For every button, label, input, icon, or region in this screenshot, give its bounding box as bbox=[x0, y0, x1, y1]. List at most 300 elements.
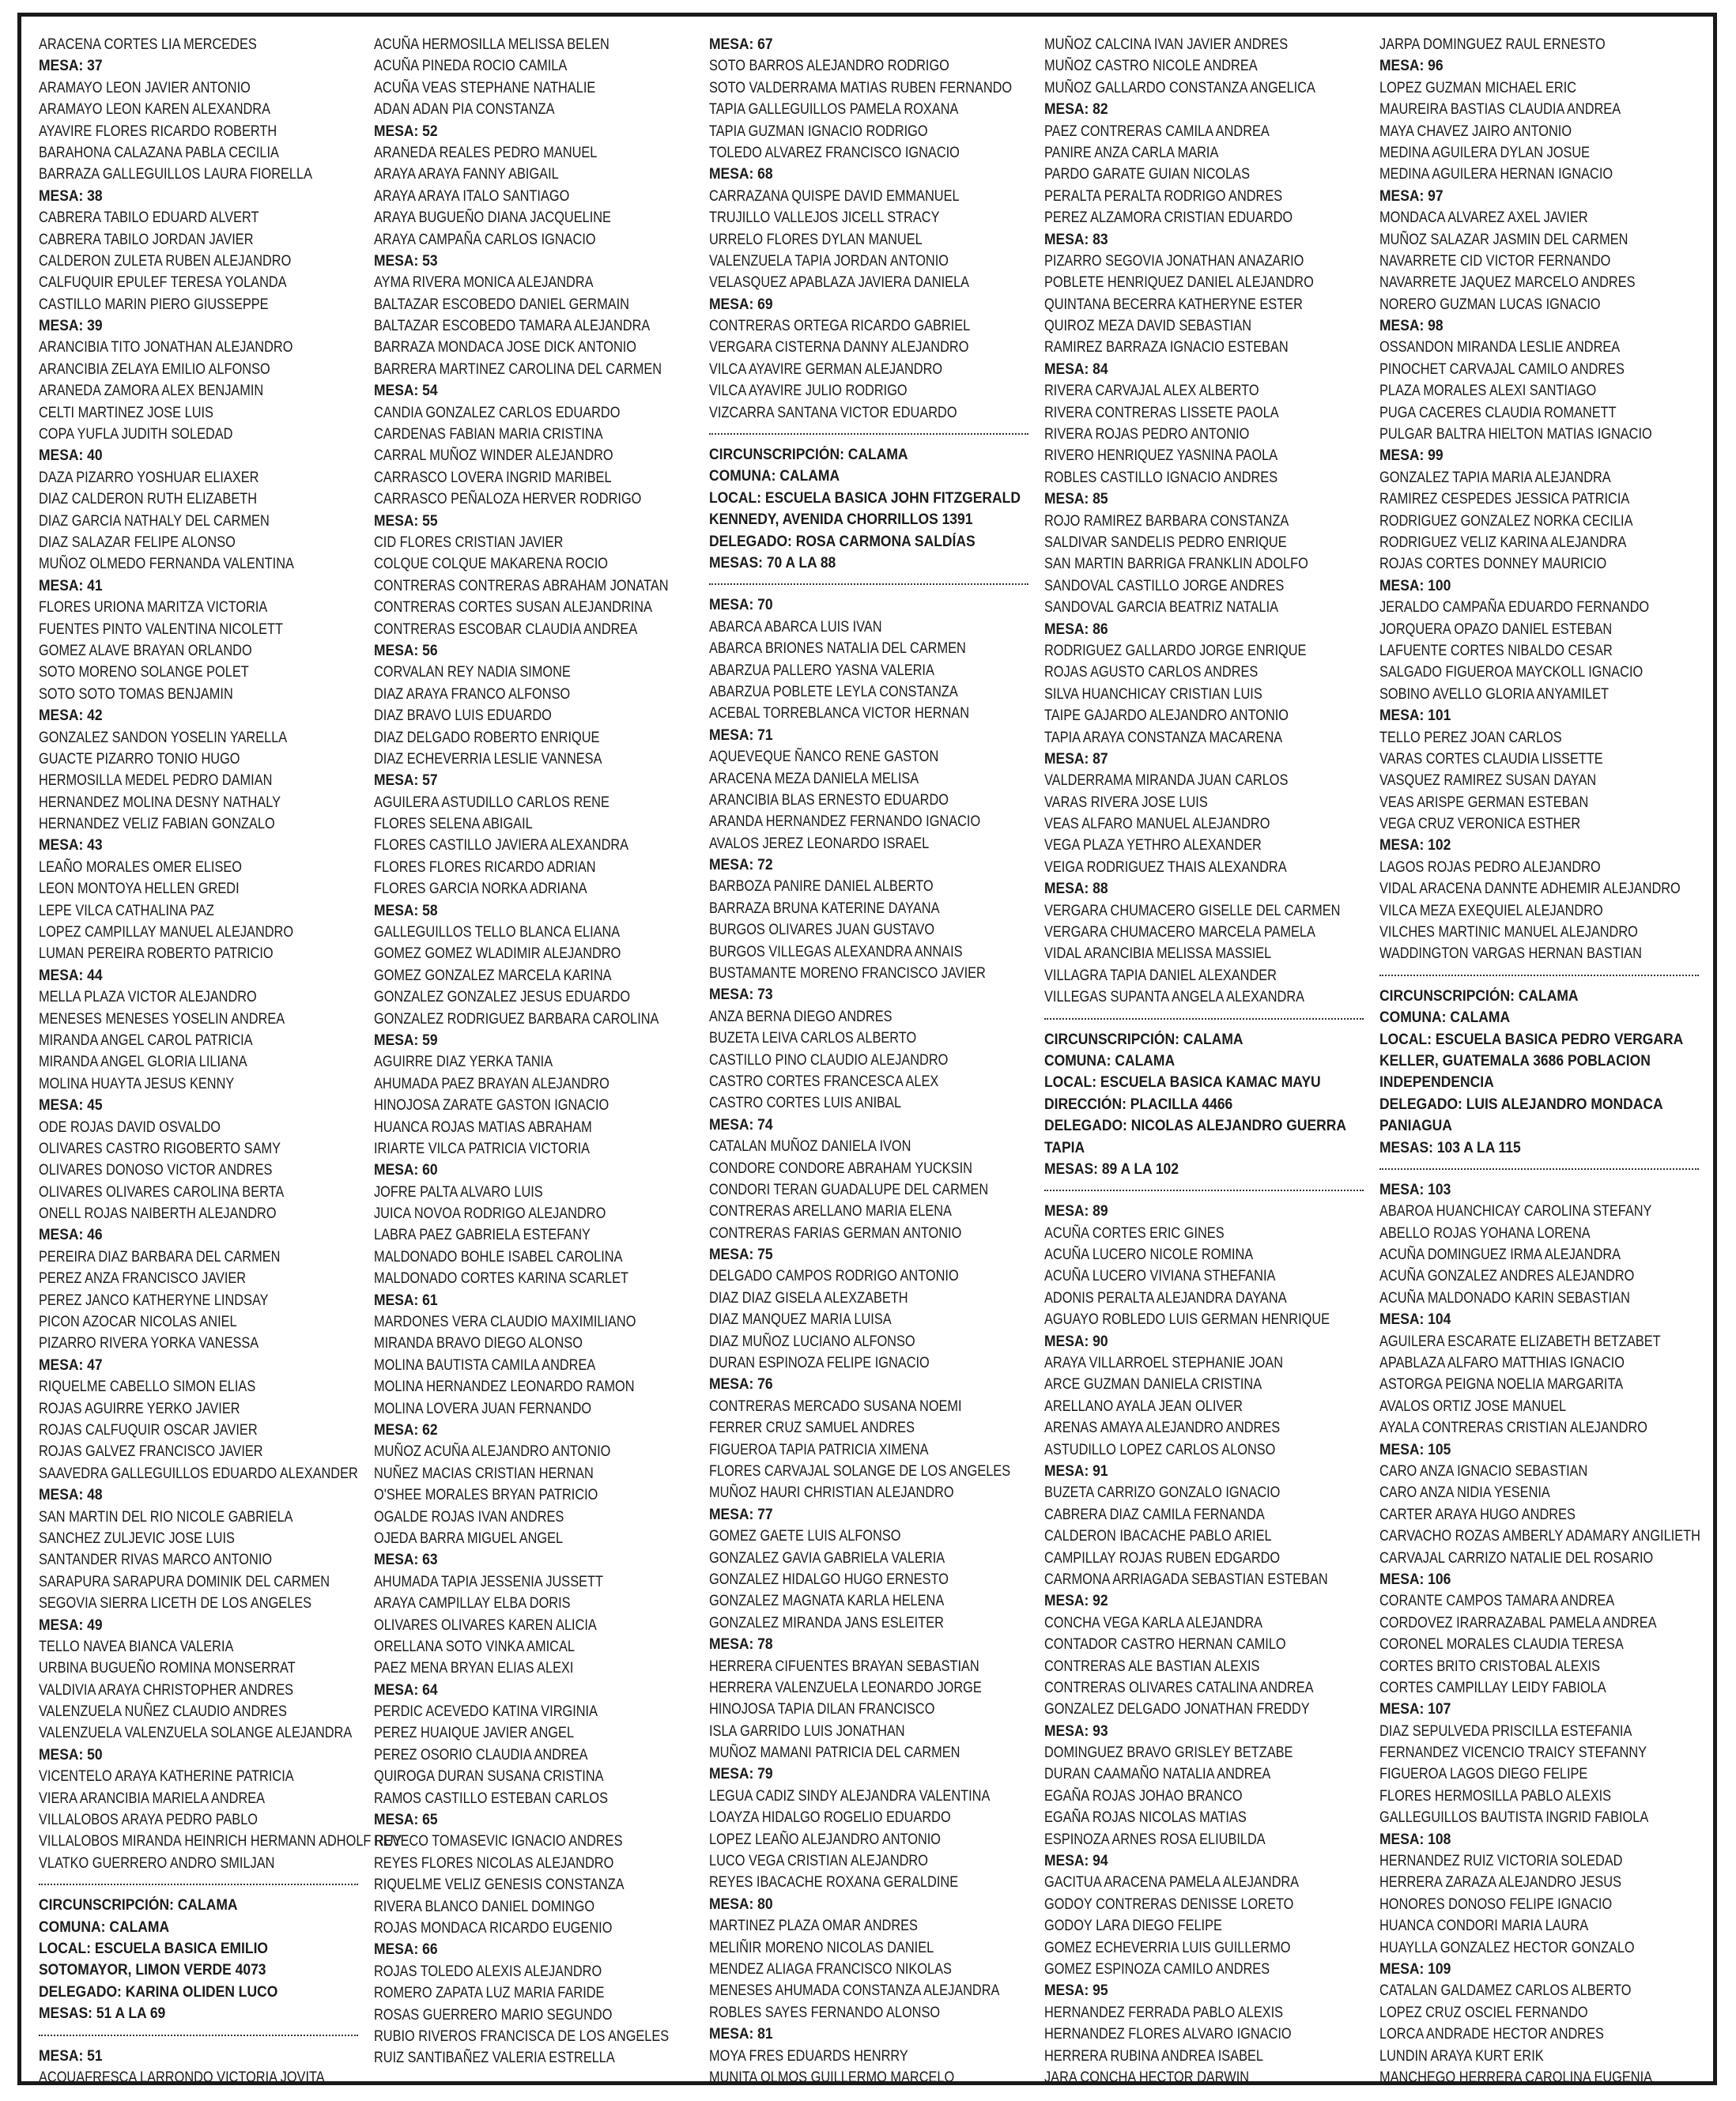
voter-name: VEGA CRUZ VERONICA ESTHER bbox=[1379, 816, 1581, 833]
voter-name: ARAMAYO LEON KAREN ALEXANDRA bbox=[39, 101, 271, 119]
voter-name: POBLETE HENRIQUEZ DANIEL ALEJANDRO bbox=[1044, 274, 1314, 292]
voter-name: VEGA PLAZA YETHRO ALEXANDER bbox=[1044, 837, 1262, 854]
voter-name: SOBINO AVELLO GLORIA ANYAMILET bbox=[1379, 685, 1609, 703]
voter-name: QUIROZ MEZA DAVID SEBASTIAN bbox=[1044, 318, 1252, 335]
voter-name: VASQUEZ RAMIREZ SUSAN DAYAN bbox=[1379, 772, 1597, 790]
mesa-heading: MESA: 86 bbox=[1044, 620, 1108, 638]
voter-name: MALDONADO CORTES KARINA SCARLET bbox=[374, 1270, 629, 1288]
mesa-heading: MESA: 50 bbox=[39, 1746, 103, 1763]
voter-name: PEREZ HUAIQUE JAVIER ANGEL bbox=[374, 1725, 575, 1742]
voter-name: QUIROGA DURAN SUSANA CRISTINA bbox=[374, 1768, 604, 1786]
voter-name: TAIPE GAJARDO ALEJANDRO ANTONIO bbox=[1044, 707, 1289, 725]
mesa-heading: MESA: 69 bbox=[709, 296, 773, 313]
polling-place-line: TAPIA bbox=[1044, 1139, 1085, 1156]
voter-name: MOLINA LOVERA JUAN FERNANDO bbox=[374, 1400, 592, 1417]
voter-name: JUICA NOVOA RODRIGO ALEJANDRO bbox=[374, 1205, 606, 1223]
voter-name: VILCHES MARTINIC MANUEL ALEJANDRO bbox=[1379, 924, 1638, 941]
mesa-heading: MESA: 76 bbox=[709, 1376, 773, 1394]
polling-place-header bbox=[709, 433, 1032, 585]
mesa-heading: MESA: 96 bbox=[1379, 58, 1444, 75]
voter-name: RAMIREZ CESPEDES JESSICA PATRICIA bbox=[1379, 491, 1630, 508]
polling-place-line: DELEGADO: ROSA CARMONA SALDÍAS bbox=[709, 533, 976, 550]
voter-name: CONTRERAS ORTEGA RICARDO GABRIEL bbox=[709, 318, 971, 335]
voter-name: ARAMAYO LEON JAVIER ANTONIO bbox=[39, 79, 251, 96]
voter-name: HERNANDEZ VELIZ FABIAN GONZALO bbox=[39, 816, 275, 833]
voter-name: LEAÑO MORALES OMER ELISEO bbox=[39, 858, 242, 876]
voter-name: CALFUQUIR EPULEF TERESA YOLANDA bbox=[39, 274, 287, 292]
voter-name: PEREIRA DIAZ BARBARA DEL CARMEN bbox=[39, 1248, 281, 1266]
dotted-divider bbox=[1379, 1168, 1699, 1170]
voter-name: ARAYA VILLARROEL STEPHANIE JOAN bbox=[1044, 1355, 1284, 1372]
voter-name: ORELLANA SOTO VINKA AMICAL bbox=[374, 1638, 575, 1655]
mesa-heading: MESA: 62 bbox=[374, 1422, 438, 1439]
voter-name: COLQUE COLQUE MAKARENA ROCIO bbox=[374, 556, 609, 573]
polling-place-line: SOTOMAYOR, LIMON VERDE 4073 bbox=[39, 1962, 266, 1979]
voter-name: LOPEZ CRUZ OSCIEL FERNANDO bbox=[1379, 2004, 1588, 2021]
voter-name: AYALA CONTRERAS CRISTIAN ALEJANDRO bbox=[1379, 1420, 1647, 1437]
voter-name: SANDOVAL GARCIA BEATRIZ NATALIA bbox=[1044, 599, 1279, 617]
mesa-heading: MESA: 91 bbox=[1044, 1463, 1108, 1480]
polling-place-line: MESAS: 51 A LA 69 bbox=[39, 2005, 166, 2023]
voter-name: ROMERO ZAPATA LUZ MARIA FARIDE bbox=[374, 1985, 605, 2002]
voter-name: ESPINOZA ARNES ROSA ELIUBILDA bbox=[1044, 1831, 1266, 1848]
mesa-heading: MESA: 46 bbox=[39, 1227, 103, 1244]
voter-name: CORANTE CAMPOS TAMARA ANDREA bbox=[1379, 1593, 1615, 1610]
voter-name: VIERA ARANCIBIA MARIELA ANDREA bbox=[39, 1790, 266, 1807]
voter-name: GOMEZ ECHEVERRIA LUIS GUILLERMO bbox=[1044, 1939, 1291, 1956]
voter-name: TELLO PEREZ JOAN CARLOS bbox=[1379, 729, 1562, 746]
voter-name: MENDEZ ALIAGA FRANCISCO NIKOLAS bbox=[709, 1960, 952, 1978]
mesa-heading: MESA: 49 bbox=[39, 1616, 103, 1634]
voter-name: ACUÑA HERMOSILLA MELISSA BELEN bbox=[374, 36, 609, 53]
voter-name: OLIVARES OLIVARES KAREN ALICIA bbox=[374, 1616, 597, 1634]
voter-name: CASTILLO MARIN PIERO GIUSSEPPE bbox=[39, 296, 269, 313]
mesa-heading: MESA: 66 bbox=[374, 1941, 438, 1959]
voter-name: COPA YUFLA JUDITH SOLEDAD bbox=[39, 426, 233, 443]
polling-place-line: CIRCUNSCRIPCIÓN: CALAMA bbox=[1379, 987, 1579, 1005]
voter-name: ADONIS PERALTA ALEJANDRA DAYANA bbox=[1044, 1289, 1287, 1307]
voter-name: HONORES DONOSO FELIPE IGNACIO bbox=[1379, 1895, 1613, 1913]
mesa-heading: MESA: 71 bbox=[709, 726, 773, 744]
voter-name: ASTUDILLO LOPEZ CARLOS ALONSO bbox=[1044, 1441, 1276, 1458]
polling-place-line: DELEGADO: KARINA OLIDEN LUCO bbox=[39, 1983, 278, 2001]
polling-place-line: MESAS: 103 A LA 115 bbox=[1379, 1139, 1521, 1156]
mesa-heading: MESA: 72 bbox=[709, 857, 773, 874]
voter-name: VILLALOBOS ARAYA PEDRO PABLO bbox=[39, 1812, 259, 1829]
voter-name: CALDERON ZULETA RUBEN ALEJANDRO bbox=[39, 252, 292, 270]
voter-name: JARA CONCHA HECTOR DARWIN bbox=[1044, 2069, 1250, 2086]
voter-name: GOMEZ GOMEZ WLADIMIR ALEJANDRO bbox=[374, 945, 621, 963]
voter-name: JOFRE PALTA ALVARO LUIS bbox=[374, 1183, 543, 1201]
voter-name: REVECO TOMASEVIC IGNACIO ANDRES bbox=[374, 1833, 623, 1850]
voter-name: CASTILLO PINO CLAUDIO ALEJANDRO bbox=[709, 1051, 949, 1069]
polling-place-line: CIRCUNSCRIPCIÓN: CALAMA bbox=[1044, 1031, 1244, 1048]
voter-name: NUÑEZ MACIAS CRISTIAN HERNAN bbox=[374, 1465, 594, 1482]
voter-name: IRIARTE VILCA PATRICIA VICTORIA bbox=[374, 1140, 591, 1157]
voter-name: VEIGA RODRIGUEZ THAIS ALEXANDRA bbox=[1044, 858, 1287, 876]
voter-name: MENESES MENESES YOSELIN ANDREA bbox=[39, 1010, 285, 1028]
voter-name: PAEZ CONTRERAS CAMILA ANDREA bbox=[1044, 123, 1270, 140]
voter-name: DAZA PIZARRO YOSHUAR ELIAXER bbox=[39, 469, 259, 486]
voter-name: CARRAL MUÑOZ WINDER ALEJANDRO bbox=[374, 447, 613, 465]
polling-place-line: COMUNA: CALAMA bbox=[1379, 1009, 1511, 1027]
voter-name: ABARZUA POBLETE LEYLA CONSTANZA bbox=[709, 683, 958, 700]
mesa-heading: MESA: 102 bbox=[1379, 837, 1451, 854]
voter-name: CASTRO CORTES FRANCESCA ALEX bbox=[709, 1073, 939, 1090]
polling-place-line: LOCAL: ESCUELA BASICA JOHN FITZGERALD bbox=[709, 489, 1021, 507]
dotted-divider bbox=[39, 2035, 358, 2036]
voter-name: CONTRERAS ESCOBAR CLAUDIA ANDREA bbox=[374, 620, 638, 638]
voter-name: LOPEZ LEAÑO ALEJANDRO ANTONIO bbox=[709, 1831, 942, 1848]
dotted-divider bbox=[39, 1884, 358, 1885]
voter-name: CONTADOR CASTRO HERNAN CAMILO bbox=[1044, 1636, 1286, 1654]
voter-name: CAMPILLAY ROJAS RUBEN EDGARDO bbox=[1044, 1549, 1281, 1567]
column-1 bbox=[39, 34, 402, 2086]
mesa-heading: MESA: 104 bbox=[1379, 1311, 1451, 1329]
voter-name: SOTO SOTO TOMAS BENJAMIN bbox=[39, 685, 233, 703]
voter-name: MUNITA OLMOS GUILLERMO MARCELO bbox=[709, 2069, 955, 2086]
polling-place-line: DIRECCIÓN: PLACILLA 4466 bbox=[1044, 1096, 1233, 1113]
voter-name: HINOJOSA TAPIA DILAN FRANCISCO bbox=[709, 1701, 935, 1718]
voter-name: ARAYA CAMPAÑA CARLOS IGNACIO bbox=[374, 231, 596, 248]
voter-name: CONTRERAS OLIVARES CATALINA ANDREA bbox=[1044, 1679, 1314, 1696]
voter-name: GONZALEZ SANDON YOSELIN YARELLA bbox=[39, 729, 288, 746]
mesa-heading: MESA: 58 bbox=[374, 902, 438, 919]
voter-name: ARANCIBIA TITO JONATHAN ALEJANDRO bbox=[39, 339, 293, 356]
voter-name: GALLEGUILLOS TELLO BLANCA ELIANA bbox=[374, 924, 621, 941]
voter-name: CARO ANZA NIDIA YESENIA bbox=[1379, 1484, 1550, 1502]
voter-name: ARCE GUZMAN DANIELA CRISTINA bbox=[1044, 1376, 1262, 1394]
voter-name: ONELL ROJAS NAIBERTH ALEJANDRO bbox=[39, 1205, 277, 1223]
voter-name: ARAYA BUGUEÑO DIANA JACQUELINE bbox=[374, 209, 611, 227]
mesa-heading: MESA: 82 bbox=[1044, 101, 1108, 119]
voter-name: HUAYLLA GONZALEZ HECTOR GONZALO bbox=[1379, 1939, 1635, 1956]
voter-name: CORTES BRITO CRISTOBAL ALEXIS bbox=[1379, 1658, 1601, 1675]
voter-name: CARMONA ARRIAGADA SEBASTIAN ESTEBAN bbox=[1044, 1571, 1328, 1588]
voter-name: CARRASCO PEÑALOZA HERVER RODRIGO bbox=[374, 491, 642, 508]
voter-name: TRUJILLO VALLEJOS JICELL STRACY bbox=[709, 209, 940, 227]
mesa-heading: MESA: 53 bbox=[374, 252, 438, 270]
voter-name: SALDIVAR SANDELIS PEDRO ENRIQUE bbox=[1044, 534, 1287, 551]
voter-name: ARACENA CORTES LIA MERCEDES bbox=[39, 36, 257, 53]
voter-name: VEAS ARISPE GERMAN ESTEBAN bbox=[1379, 794, 1589, 811]
mesa-heading: MESA: 65 bbox=[374, 1812, 438, 1829]
voter-name: DURAN CAAMAÑO NATALIA ANDREA bbox=[1044, 1766, 1271, 1783]
mesa-heading: MESA: 48 bbox=[39, 1487, 103, 1504]
voter-name: HINOJOSA ZARATE GASTON IGNACIO bbox=[374, 1097, 609, 1115]
voter-name: FLORES GARCIA NORKA ADRIANA bbox=[374, 881, 587, 898]
voter-name: ARANCIBIA BLAS ERNESTO EDUARDO bbox=[709, 791, 949, 809]
mesa-heading: MESA: 90 bbox=[1044, 1333, 1108, 1350]
voter-name: ROJAS CALFUQUIR OSCAR JAVIER bbox=[39, 1422, 258, 1439]
voter-name: LUNDIN ARAYA KURT ERIK bbox=[1379, 2047, 1544, 2065]
voter-name: MOLINA BAUTISTA CAMILA ANDREA bbox=[374, 1356, 596, 1374]
voter-name: AHUMADA TAPIA JESSENIA JUSSETT bbox=[374, 1573, 603, 1590]
polling-place-line: KELLER, GUATEMALA 3686 POBLACION bbox=[1379, 1052, 1651, 1069]
mesa-heading: MESA: 88 bbox=[1044, 881, 1108, 898]
voter-name: ROJAS CORTES DONNEY MAURICIO bbox=[1379, 556, 1607, 573]
voter-name: DIAZ CALDERON RUTH ELIZABETH bbox=[39, 491, 258, 508]
mesa-heading: MESA: 89 bbox=[1044, 1203, 1108, 1220]
voter-name: OSSANDON MIRANDA LESLIE ANDREA bbox=[1379, 339, 1621, 356]
voter-name: DIAZ DIAZ GISELA ALEXZABETH bbox=[709, 1289, 908, 1307]
mesa-heading: MESA: 100 bbox=[1379, 577, 1451, 594]
voter-name: CID FLORES CRISTIAN JAVIER bbox=[374, 534, 564, 551]
voter-name: GONZALEZ MAGNATA KARLA HELENA bbox=[709, 1593, 945, 1610]
voter-name: ARANEDA REALES PEDRO MANUEL bbox=[374, 144, 598, 161]
mesa-heading: MESA: 39 bbox=[39, 318, 103, 335]
voter-name: VIZCARRA SANTANA VICTOR EDUARDO bbox=[709, 404, 957, 421]
voter-name: MOLINA HERNANDEZ LEONARDO RAMON bbox=[374, 1379, 635, 1396]
voter-name: SALGADO FIGUEROA MAYCKOLL IGNACIO bbox=[1379, 664, 1644, 681]
voter-name: FLORES CASTILLO JAVIERA ALEXANDRA bbox=[374, 837, 629, 854]
voter-name: PIZARRO SEGOVIA JONATHAN ANAZARIO bbox=[1044, 252, 1304, 270]
voter-name: CATALAN MUÑOZ DANIELA IVON bbox=[709, 1138, 911, 1156]
voter-name: GONZALEZ MIRANDA JANS ESLEITER bbox=[709, 1614, 944, 1631]
polling-place-line: CIRCUNSCRIPCIÓN: CALAMA bbox=[709, 447, 908, 464]
voter-name: PIZARRO RIVERA YORKA VANESSA bbox=[39, 1335, 259, 1352]
voter-name: ARANDA HERNANDEZ FERNANDO IGNACIO bbox=[709, 813, 981, 831]
voter-name: JORQUERA OPAZO DANIEL ESTEBAN bbox=[1379, 620, 1613, 638]
voter-name: VALDERRAMA MIRANDA JUAN CARLOS bbox=[1044, 772, 1289, 790]
polling-place-line: LOCAL: ESCUELA BASICA KAMAC MAYU bbox=[1044, 1074, 1321, 1092]
voter-name: BALTAZAR ESCOBEDO TAMARA ALEJANDRA bbox=[374, 318, 651, 335]
voter-name: FIGUEROA LAGOS DIEGO FELIPE bbox=[1379, 1766, 1588, 1783]
voter-name: ROJAS AGUSTO CARLOS ANDRES bbox=[1044, 664, 1259, 681]
voter-name: ACUÑA PINEDA ROCIO CAMILA bbox=[374, 58, 568, 75]
dotted-divider bbox=[1379, 975, 1699, 976]
voter-name: LUCO VEGA CRISTIAN ALEJANDRO bbox=[709, 1853, 928, 1870]
voter-name: ARAYA ARAYA ITALO SANTIAGO bbox=[374, 187, 570, 205]
voter-name: EGAÑA ROJAS JOHAO BRANCO bbox=[1044, 1787, 1243, 1805]
voter-name: DIAZ SALAZAR FELIPE ALONSO bbox=[39, 534, 236, 551]
mesa-heading: MESA: 97 bbox=[1379, 187, 1444, 205]
polling-place-line: LOCAL: ESCUELA BASICA EMILIO bbox=[39, 1940, 269, 1957]
voter-name: MOYA FRES EDUARDS HENRRY bbox=[709, 2047, 908, 2065]
voter-name: ACUÑA LUCERO VIVIANA STHEFANIA bbox=[1044, 1268, 1276, 1285]
polling-place-line: LOCAL: ESCUELA BASICA PEDRO VERGARA bbox=[1379, 1031, 1684, 1048]
polling-place-header bbox=[39, 1884, 361, 2035]
mesa-heading: MESA: 75 bbox=[709, 1247, 773, 1264]
voter-name: GONZALEZ RODRIGUEZ BARBARA CAROLINA bbox=[374, 1010, 659, 1028]
voter-name: CALDERON IBACACHE PABLO ARIEL bbox=[1044, 1528, 1272, 1545]
voter-name: RAMOS CASTILLO ESTEBAN CARLOS bbox=[374, 1790, 609, 1807]
voter-name: BARRERA MARTINEZ CAROLINA DEL CARMEN bbox=[374, 360, 662, 378]
voter-name: VLATKO GUERRERO ANDRO SMILJAN bbox=[39, 1854, 275, 1872]
voter-name: PARDO GARATE GUIAN NICOLAS bbox=[1044, 166, 1250, 183]
voter-name: MUÑOZ OLMEDO FERNANDA VALENTINA bbox=[39, 556, 294, 573]
voter-name: MELLA PLAZA VICTOR ALEJANDRO bbox=[39, 989, 257, 1006]
voter-name: RODRIGUEZ GALLARDO JORGE ENRIQUE bbox=[1044, 642, 1307, 659]
voter-name: HERRERA VALENZUELA LEONARDO JORGE bbox=[709, 1679, 982, 1696]
voter-name: LUMAN PEREIRA ROBERTO PATRICIO bbox=[39, 945, 274, 963]
voter-name: FLORES URIONA MARITZA VICTORIA bbox=[39, 599, 268, 617]
voter-name: SOTO VALDERRAMA MATIAS RUBEN FERNANDO bbox=[709, 79, 1013, 96]
voter-name: MUÑOZ SALAZAR JASMIN DEL CARMEN bbox=[1379, 231, 1628, 248]
mesa-heading: MESA: 98 bbox=[1379, 318, 1444, 335]
voter-name: PAEZ MENA BRYAN ELIAS ALEXI bbox=[374, 1660, 574, 1677]
voter-name: CONTRERAS ARELLANO MARIA ELENA bbox=[709, 1203, 952, 1220]
voter-name: HERNANDEZ RUIZ VICTORIA SOLEDAD bbox=[1379, 1853, 1623, 1870]
voter-name: AYMA RIVERA MONICA ALEJANDRA bbox=[374, 274, 594, 292]
mesa-heading: MESA: 43 bbox=[39, 837, 103, 854]
voter-name: WADDINGTON VARGAS HERNAN BASTIAN bbox=[1379, 945, 1642, 963]
voter-name: MUÑOZ GALLARDO CONSTANZA ANGELICA bbox=[1044, 79, 1315, 96]
voter-name: LABRA PAEZ GABRIELA ESTEFANY bbox=[374, 1227, 591, 1244]
voter-name: MARDONES VERA CLAUDIO MAXIMILIANO bbox=[374, 1314, 636, 1331]
voter-name: EGAÑA ROJAS NICOLAS MATIAS bbox=[1044, 1809, 1247, 1827]
voter-name: VIDAL ARANCIBIA MELISSA MASSIEL bbox=[1044, 945, 1272, 963]
voter-name: GODOY CONTRERAS DENISSE LORETO bbox=[1044, 1895, 1294, 1913]
voter-name: ARANEDA ZAMORA ALEX BENJAMIN bbox=[39, 383, 264, 400]
voter-name: RAMIREZ BARRAZA IGNACIO ESTEBAN bbox=[1044, 339, 1289, 356]
voter-name: ROJAS GALVEZ FRANCISCO JAVIER bbox=[39, 1443, 263, 1461]
voter-name: CARVACHO ROZAS AMBERLY ADAMARY ANGILIETH bbox=[1379, 1528, 1700, 1545]
voter-name: BUSTAMANTE MORENO FRANCISCO JAVIER bbox=[709, 965, 986, 983]
voter-name: PERALTA PERALTA RODRIGO ANDRES bbox=[1044, 187, 1283, 205]
mesa-heading: MESA: 83 bbox=[1044, 231, 1108, 248]
polling-place-line: COMUNA: CALAMA bbox=[1044, 1052, 1176, 1069]
voter-name: AQUEVEQUE ÑANCO RENE GASTON bbox=[709, 749, 939, 766]
voter-name: FLORES FLORES RICARDO ADRIAN bbox=[374, 858, 596, 876]
voter-name: NORERO GUZMAN LUCAS IGNACIO bbox=[1379, 296, 1601, 313]
voter-name: ROJAS TOLEDO ALEXIS ALEJANDRO bbox=[374, 1963, 602, 1980]
voter-name: TOLEDO ALVAREZ FRANCISCO IGNACIO bbox=[709, 144, 960, 161]
dotted-divider bbox=[1044, 1018, 1364, 1020]
voter-name: DIAZ ARAYA FRANCO ALFONSO bbox=[374, 685, 571, 703]
polling-place-header bbox=[1044, 1018, 1367, 1192]
mesa-heading: MESA: 59 bbox=[374, 1032, 438, 1049]
voter-name: SILVA HUANCHICAY CRISTIAN LUIS bbox=[1044, 685, 1262, 703]
voter-name: VILLEGAS SUPANTA ANGELA ALEXANDRA bbox=[1044, 989, 1305, 1006]
voter-name: CABRERA TABILO EDUARD ALVERT bbox=[39, 209, 259, 227]
voter-name: ROBLES CASTILLO IGNACIO ANDRES bbox=[1044, 469, 1278, 486]
voter-name: RUBIO RIVEROS FRANCISCA DE LOS ANGELES bbox=[374, 2027, 670, 2045]
voter-name: MAYA CHAVEZ JAIRO ANTONIO bbox=[1379, 123, 1572, 140]
voter-name: GODOY LARA DIEGO FELIPE bbox=[1044, 1918, 1222, 1935]
voter-name: MIRANDA BRAVO DIEGO ALONSO bbox=[374, 1335, 583, 1352]
mesa-heading: MESA: 87 bbox=[1044, 750, 1108, 768]
voter-name: BARRAZA GALLEGUILLOS LAURA FIORELLA bbox=[39, 166, 313, 183]
voter-name: RIVERO HENRIQUEZ YASNINA PAOLA bbox=[1044, 447, 1278, 465]
voter-name: TAPIA GALLEGUILLOS PAMELA ROXANA bbox=[709, 101, 959, 119]
voter-name: DIAZ DELGADO ROBERTO ENRIQUE bbox=[374, 729, 600, 746]
voter-name: AYAVIRE FLORES RICARDO ROBERTH bbox=[39, 123, 277, 140]
voter-name: LORCA ANDRADE HECTOR ANDRES bbox=[1379, 2026, 1604, 2043]
voter-name: RODRIGUEZ GONZALEZ NORKA CECILIA bbox=[1379, 512, 1633, 530]
mesa-heading: MESA: 95 bbox=[1044, 1982, 1108, 2000]
mesa-heading: MESA: 106 bbox=[1379, 1571, 1451, 1588]
mesa-heading: MESA: 56 bbox=[374, 642, 438, 659]
voter-name: HERRERA CIFUENTES BRAYAN SEBASTIAN bbox=[709, 1658, 979, 1675]
voter-name: AGUAYO ROBLEDO LUIS GERMAN HENRIQUE bbox=[1044, 1311, 1330, 1329]
voter-name: VALDIVIA ARAYA CHRISTOPHER ANDRES bbox=[39, 1681, 294, 1699]
voter-name: HERNANDEZ FLORES ALVARO IGNACIO bbox=[1044, 2026, 1292, 2043]
voter-name: ABARZUA PALLERO YASNA VALERIA bbox=[709, 662, 934, 679]
voter-name: TAPIA GUZMAN IGNACIO RODRIGO bbox=[709, 123, 928, 140]
mesa-heading: MESA: 94 bbox=[1044, 1853, 1108, 1870]
polling-place-line: INDEPENDENCIA bbox=[1379, 1074, 1494, 1092]
voter-name: FLORES HERMOSILLA PABLO ALEXIS bbox=[1379, 1787, 1612, 1805]
voter-name: DIAZ GARCIA NATHALY DEL CARMEN bbox=[39, 512, 270, 530]
voter-name: HERRERA ZARAZA ALEJANDRO JESUS bbox=[1379, 1874, 1622, 1892]
voter-name: MUÑOZ HAURI CHRISTIAN ALEJANDRO bbox=[709, 1484, 954, 1502]
mesa-heading: MESA: 70 bbox=[709, 597, 773, 614]
mesa-heading: MESA: 60 bbox=[374, 1162, 438, 1179]
polling-place-line: CIRCUNSCRIPCIÓN: CALAMA bbox=[39, 1897, 238, 1914]
voter-name: GALLEGUILLOS BAUTISTA INGRID FABIOLA bbox=[1379, 1809, 1649, 1827]
voter-name: MIRANDA ANGEL GLORIA LILIANA bbox=[39, 1054, 247, 1071]
voter-name: NAVARRETE CID VICTOR FERNANDO bbox=[1379, 252, 1611, 270]
voter-name: GOMEZ GONZALEZ MARCELA KARINA bbox=[374, 967, 612, 984]
voter-name: VARAS CORTES CLAUDIA LISSETTE bbox=[1379, 750, 1603, 768]
voter-name: ACUÑA VEAS STEPHANE NATHALIE bbox=[374, 79, 596, 96]
voter-name: TAPIA ARAYA CONSTANZA MACARENA bbox=[1044, 729, 1283, 746]
voter-name: VILLALOBOS MIRANDA HEINRICH HERMANN ADHOLF RUY bbox=[39, 1833, 402, 1850]
voter-name: SANCHEZ ZULJEVIC JOSE LUIS bbox=[39, 1530, 235, 1547]
voter-name: ROSAS GUERRERO MARIO SEGUNDO bbox=[374, 2006, 613, 2024]
voter-name: URRELO FLORES DYLAN MANUEL bbox=[709, 231, 923, 248]
voter-name: SANTANDER RIVAS MARCO ANTONIO bbox=[39, 1552, 273, 1569]
voter-name: BARAHONA CALAZANA PABLA CECILIA bbox=[39, 144, 279, 161]
voter-name: SAN MARTIN DEL RIO NICOLE GABRIELA bbox=[39, 1508, 293, 1526]
voter-name: AVALOS JEREZ LEONARDO ISRAEL bbox=[709, 835, 930, 852]
voter-name: VERGARA CISTERNA DANNY ALEJANDRO bbox=[709, 339, 969, 356]
voter-name: ARACENA MEZA DANIELA MELISA bbox=[709, 770, 919, 787]
voter-name: MONDACA ALVAREZ AXEL JAVIER bbox=[1379, 209, 1588, 227]
voter-name: GONZALEZ DELGADO JONATHAN FREDDY bbox=[1044, 1701, 1310, 1718]
mesa-heading: MESA: 68 bbox=[709, 166, 773, 183]
voter-name: DIAZ ECHEVERRIA LESLIE VANNESA bbox=[374, 750, 602, 768]
column-5 bbox=[1379, 34, 1702, 2086]
mesa-heading: MESA: 93 bbox=[1044, 1722, 1108, 1740]
polling-place-line: DELEGADO: NICOLAS ALEJANDRO GUERRA bbox=[1044, 1118, 1346, 1135]
voter-name: PEREZ OSORIO CLAUDIA ANDREA bbox=[374, 1746, 588, 1763]
mesa-heading: MESA: 84 bbox=[1044, 360, 1108, 378]
voter-name: PICON AZOCAR NICOLAS ANIEL bbox=[39, 1314, 237, 1331]
voter-name: FIGUEROA TAPIA PATRICIA XIMENA bbox=[709, 1441, 929, 1458]
voter-name: BARBOZA PANIRE DANIEL ALBERTO bbox=[709, 878, 934, 896]
voter-name: MOLINA HUAYTA JESUS KENNY bbox=[39, 1075, 235, 1092]
voter-name: LAFUENTE CORTES NIBALDO CESAR bbox=[1379, 642, 1613, 659]
voter-name: MUÑOZ CASTRO NICOLE ANDREA bbox=[1044, 58, 1258, 75]
voter-name: URBINA BUGUEÑO ROMINA MONSERRAT bbox=[39, 1660, 296, 1677]
mesa-heading: MESA: 105 bbox=[1379, 1441, 1451, 1458]
voter-name: VERGARA CHUMACERO MARCELA PAMELA bbox=[1044, 924, 1315, 941]
voter-name: MEDINA AGUILERA DYLAN JOSUE bbox=[1379, 144, 1591, 161]
voter-name: MUÑOZ MAMANI PATRICIA DEL CARMEN bbox=[709, 1745, 960, 1762]
voter-name: AHUMADA PAEZ BRAYAN ALEJANDRO bbox=[374, 1075, 609, 1092]
voter-name: VALENZUELA NUÑEZ CLAUDIO ANDRES bbox=[39, 1703, 287, 1721]
voter-name: QUINTANA BECERRA KATHERYNE ESTER bbox=[1044, 296, 1303, 313]
voter-name: CARTER ARAYA HUGO ANDRES bbox=[1379, 1506, 1576, 1523]
voter-name: OLIVARES OLIVARES CAROLINA BERTA bbox=[39, 1183, 285, 1201]
voter-name: CORVALAN REY NADIA SIMONE bbox=[374, 664, 571, 681]
voter-name: OJEDA BARRA MIGUEL ANGEL bbox=[374, 1530, 564, 1547]
voter-name: PLAZA MORALES ALEXI SANTIAGO bbox=[1379, 383, 1597, 400]
voter-name: CONDORE CONDORE ABRAHAM YUCKSIN bbox=[709, 1160, 972, 1177]
voter-name: SOTO MORENO SOLANGE POLET bbox=[39, 664, 249, 681]
voter-name: LEON MONTOYA HELLEN GREDI bbox=[39, 881, 240, 898]
voter-name: FERRER CRUZ SAMUEL ANDRES bbox=[709, 1420, 915, 1437]
voter-name: HERRERA RUBINA ANDREA ISABEL bbox=[1044, 2047, 1263, 2065]
voter-name: ABELLO ROJAS YOHANA LORENA bbox=[1379, 1224, 1591, 1242]
mesa-heading: MESA: 42 bbox=[39, 707, 103, 725]
voter-name: PEREZ ALZAMORA CRISTIAN EDUARDO bbox=[1044, 209, 1293, 227]
voter-name: GUACTE PIZARRO TONIO HUGO bbox=[39, 750, 240, 768]
column-3 bbox=[709, 34, 1032, 2086]
voter-name: GACITUA ARACENA PAMELA ALEJANDRA bbox=[1044, 1874, 1300, 1892]
